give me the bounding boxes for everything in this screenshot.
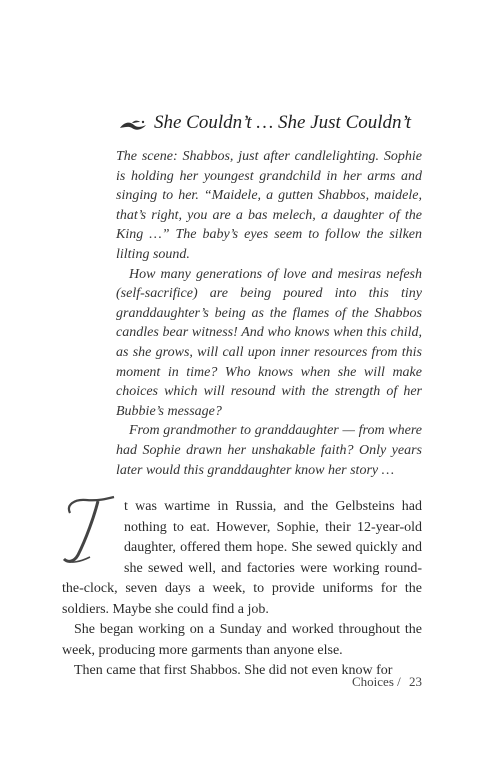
body-paragraph: She began working on a Sunday and worked throughout the week, producing more garments than anyone else. bbox=[62, 622, 422, 658]
drop-cap-glyph bbox=[60, 495, 118, 567]
leaf-ornament-icon bbox=[118, 117, 148, 131]
chapter-intro bbox=[116, 147, 422, 480]
intro-paragraph: The scene: Shabbos, just after candlelighting. Sophie is holding her youngest grandchild in her arms and singing to her. “Maidele, a gutten Shabbos, maidele, that’s right, you are a bas melech, a daughter of the King …” The baby’s eyes seem to follow the silken lilting sound. bbox=[116, 149, 422, 262]
chapter-body bbox=[62, 497, 422, 682]
body-paragraph bbox=[62, 497, 422, 620]
running-footer-section: Choices / bbox=[352, 674, 401, 689]
body-paragraph: Then came that first Shabbos. She did not even know for bbox=[74, 663, 393, 678]
page-number: 23 bbox=[409, 674, 422, 689]
drop-cap bbox=[60, 495, 118, 567]
chapter-title-text: She Couldn’t … She Just Couldn’t bbox=[154, 112, 412, 133]
intro-paragraph: From grandmother to granddaughter — from where had Sophie drawn her unshakable faith? Only years later would this granddaughter know her story … bbox=[116, 423, 422, 478]
page-footer bbox=[352, 674, 422, 690]
chapter-title bbox=[118, 112, 428, 134]
body-paragraph-text: t was wartime in Russia, and the Gelbsteins had nothing to eat. However, Sophie, their 12-year-old daughter, offered them hope. She sewed quickly and she sewed well, and factories were working round-the-clock, seven days a week, to provide uniforms for the soldiers. Maybe she could find a job. bbox=[62, 499, 422, 617]
intro-paragraph: How many generations of love and mesiras nefesh (self-sacrifice) are being poured into this tiny granddaughter’s being as the flames of the Shabbos candles bear witness! And who knows when this child, as she grows, will call upon inner resources from this moment in time? Who knows when she will make choices which will resound with the strength of her Bubbie’s message? bbox=[116, 266, 422, 419]
